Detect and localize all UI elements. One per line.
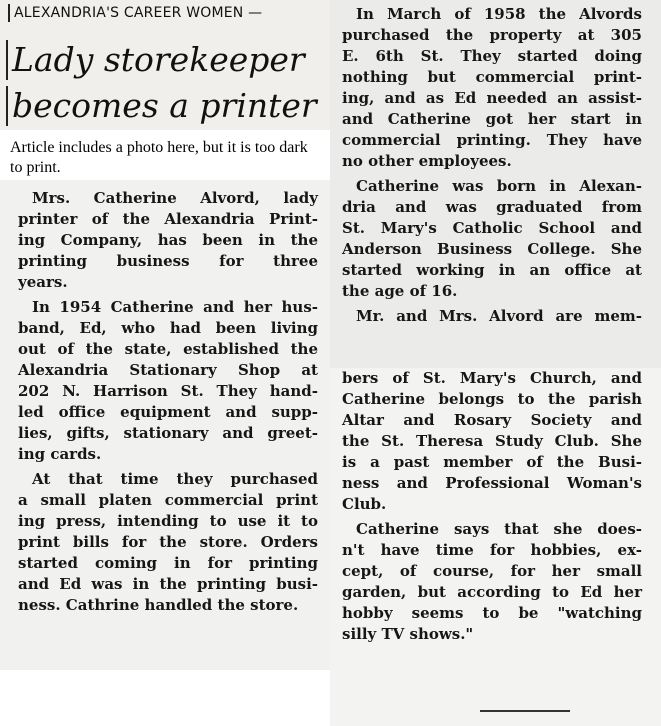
text-line: purchased the property at 305 (342, 26, 642, 44)
text-line: Catherine says that she does- (356, 520, 642, 538)
text-line: Anderson Business College. She (342, 240, 642, 258)
text-line: Catherine belongs to the parish (342, 390, 642, 408)
text-line: is a past member of the Busi- (342, 453, 642, 471)
headline-line-1: Lady storekeeper (6, 40, 330, 80)
text-line: ness and Professional Woman's (342, 474, 642, 492)
paragraph (18, 469, 318, 616)
text-line: started working in an office at (342, 261, 642, 279)
right-column-bottom-clipping (330, 368, 661, 726)
right-column-top (342, 4, 642, 331)
text-line: silly TV shows." (342, 625, 474, 643)
text-line: printer of the Alexandria Print- (18, 210, 318, 228)
text-line: and Catherine got her start in (342, 110, 642, 128)
right-column-bottom (342, 368, 642, 649)
kicker: ALEXANDRIA'S CAREER WOMEN — (8, 4, 262, 22)
text-line: ing Company, has been in the (18, 231, 318, 249)
headline-clipping (0, 0, 330, 130)
text-line: the St. Theresa Study Club. She (342, 432, 642, 450)
text-line: printing business for three (18, 252, 318, 270)
text-line: ness. Cathrine handled the store. (18, 596, 299, 614)
left-column (18, 188, 318, 620)
text-line: Club. (342, 495, 387, 513)
text-line: started coming in for printing (18, 554, 318, 572)
text-line: Mrs. Catherine Alvord, lady (32, 189, 318, 207)
text-line: bers of St. Mary's Church, and (342, 369, 642, 387)
text-line: band, Ed, who had been living (18, 319, 318, 337)
text-line: print bills for the store. Orders (18, 533, 318, 551)
text-line: lies, gifts, stationary and greet- (18, 424, 318, 442)
text-line: St. Mary's Catholic School and (342, 219, 642, 237)
text-line: no other employees. (342, 152, 512, 170)
text-line: a small platen commercial print (18, 491, 318, 509)
paragraph (342, 306, 642, 327)
text-line: 202 N. Harrison St. They hand- (18, 382, 318, 400)
text-line: nothing but commercial print- (342, 68, 642, 86)
text-line: Mr. and Mrs. Alvord are mem- (356, 307, 642, 325)
text-line: ing cards. (18, 445, 102, 463)
paragraph (18, 297, 318, 465)
text-line: garden, but according to Ed her (342, 583, 642, 601)
text-line: dria and was graduated from (342, 198, 642, 216)
headline-line-2: becomes a printer (6, 86, 330, 126)
text-line: Alexandria Stationary Shop at (18, 361, 318, 379)
text-line: cept, of course, for her small (342, 562, 642, 580)
paragraph (342, 519, 642, 645)
left-column-clipping (0, 180, 330, 670)
text-line: and Ed was in the printing busi- (18, 575, 318, 593)
text-line: hobby seems to be "watching (342, 604, 642, 622)
right-column-top-clipping (330, 0, 661, 375)
end-rule (480, 710, 570, 712)
text-line: the age of 16. (342, 282, 458, 300)
text-line: In 1954 Catherine and her hus- (32, 298, 318, 316)
text-line: n't have time for hobbies, ex- (342, 541, 642, 559)
text-line: ing press, intending to use it to (18, 512, 318, 530)
paragraph (342, 368, 642, 515)
paragraph (342, 4, 642, 172)
paragraph (342, 176, 642, 302)
text-line: commercial printing. They have (342, 131, 642, 149)
text-line: Altar and Rosary Society and (342, 411, 642, 429)
text-line: E. 6th St. They started doing (342, 47, 642, 65)
text-line: In March of 1958 the Alvords (356, 5, 642, 23)
text-line: At that time they purchased (32, 470, 318, 488)
paragraph (18, 188, 318, 293)
text-line: ing, and as Ed needed an assist- (342, 89, 642, 107)
photo-note: Article includes a photo here, but it is too dark to print. (10, 139, 308, 176)
text-line: Catherine was born in Alexan- (356, 177, 642, 195)
text-line: led office equipment and supp- (18, 403, 318, 421)
text-line: years. (18, 273, 68, 291)
text-line: out of the state, established the (18, 340, 318, 358)
